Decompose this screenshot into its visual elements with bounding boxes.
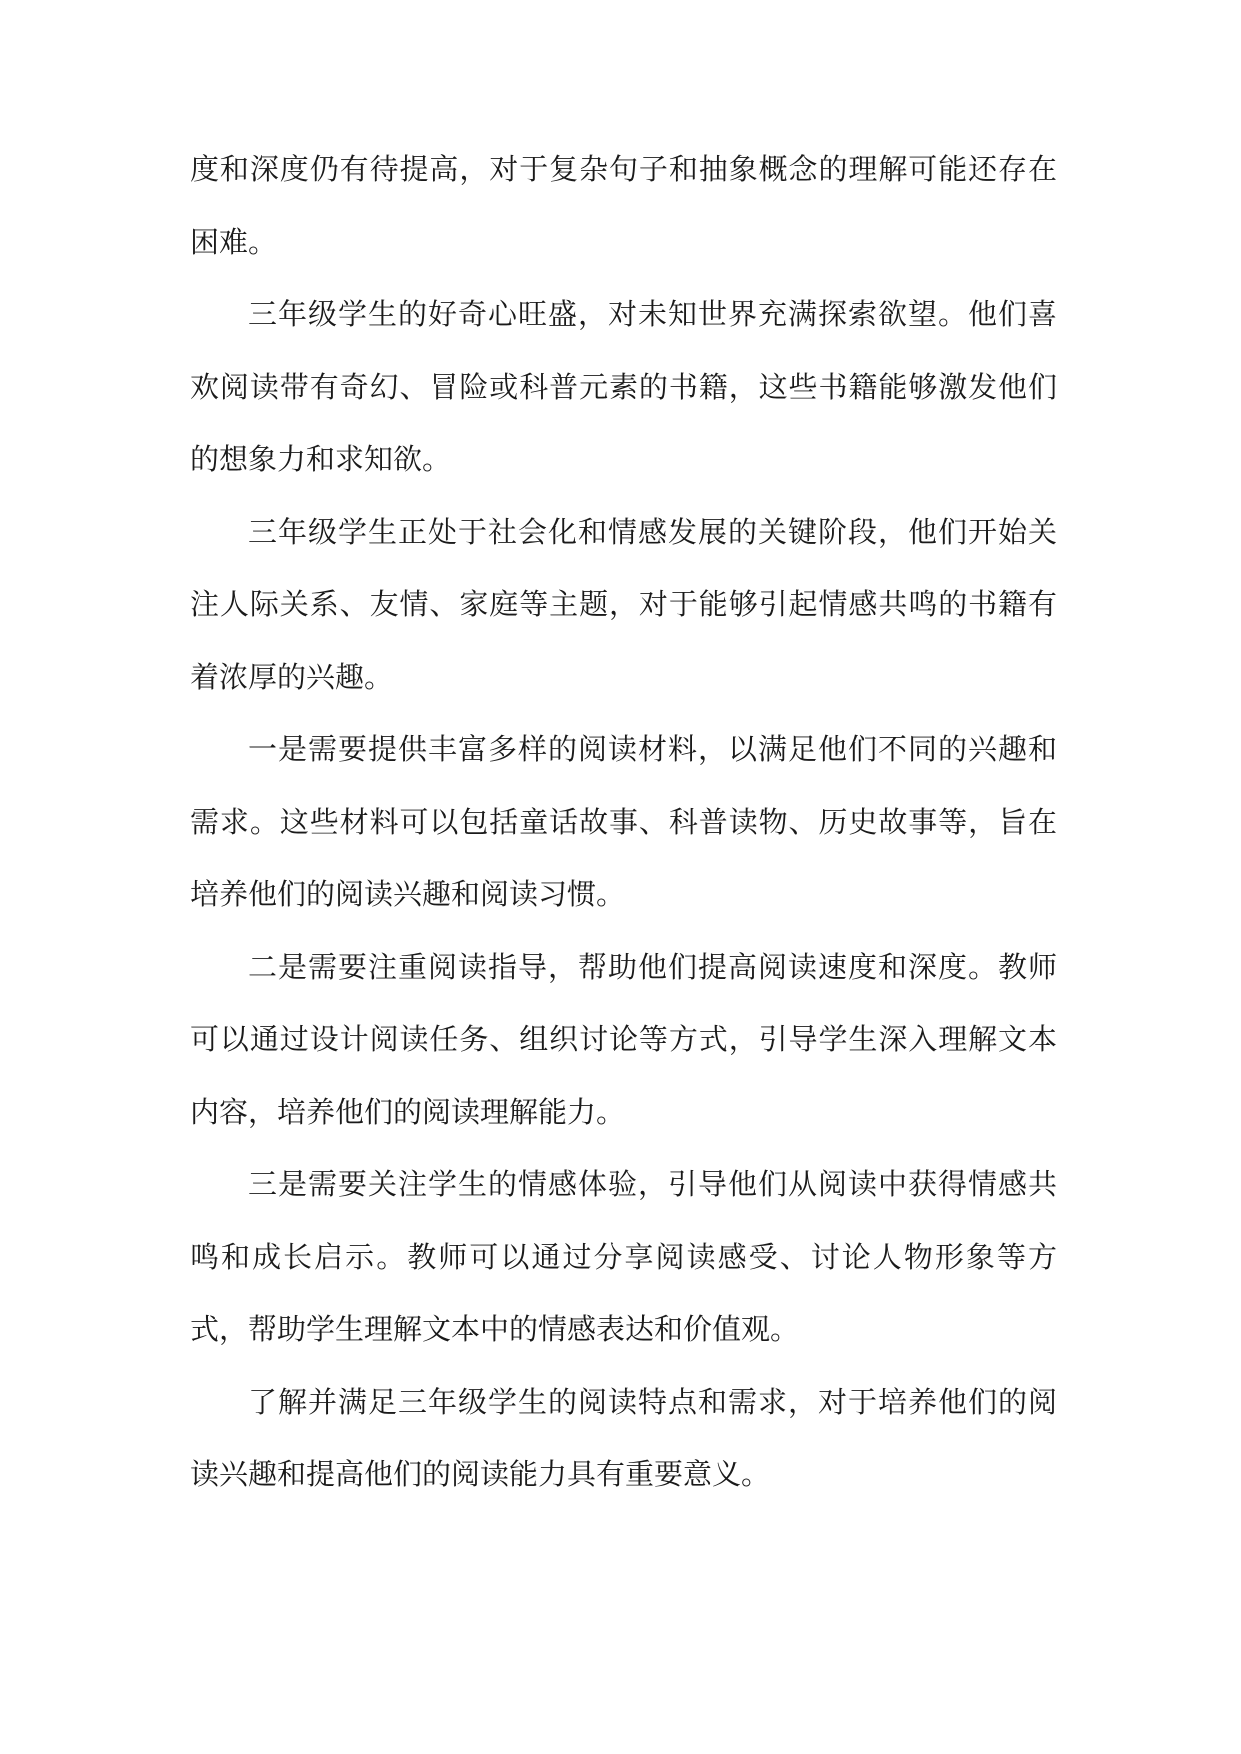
- paragraph: 一是需要提供丰富多样的阅读材料，以满足他们不同的兴趣和需求。这些材料可以包括童话故事、科普读物、历史故事等，旨在培养他们的阅读兴趣和阅读习惯。: [190, 732, 1057, 911]
- paragraph: 二是需要注重阅读指导，帮助他们提高阅读速度和深度。教师可以通过设计阅读任务、组织讨论等方式，引导学生深入理解文本内容，培养他们的阅读理解能力。: [190, 949, 1057, 1129]
- paragraph: 三年级学生正处于社会化和情感发展的关键阶段，他们开始关注人际关系、友情、家庭等主题，对于能够引起情感共鸣的书籍有着浓厚的兴趣。: [190, 514, 1057, 694]
- paragraph: 三年级学生的好奇心旺盛，对未知世界充满探索欲望。他们喜欢阅读带有奇幻、冒险或科普元素的书籍，这些书籍能够激发他们的想象力和求知欲。: [190, 297, 1057, 476]
- document-body: [190, 133, 1057, 1511]
- paragraph-continued: 度和深度仍有待提高，对于复杂句子和抽象概念的理解可能还存在困难。: [190, 152, 1057, 259]
- paragraph: 三是需要关注学生的情感体验，引导他们从阅读中获得情感共鸣和成长启示。教师可以通过分享阅读感受、讨论人物形象等方式，帮助学生理解文本中的情感表达和价值观。: [190, 1167, 1057, 1346]
- paragraph: 了解并满足三年级学生的阅读特点和需求，对于培养他们的阅读兴趣和提高他们的阅读能力具有重要意义。: [190, 1384, 1057, 1491]
